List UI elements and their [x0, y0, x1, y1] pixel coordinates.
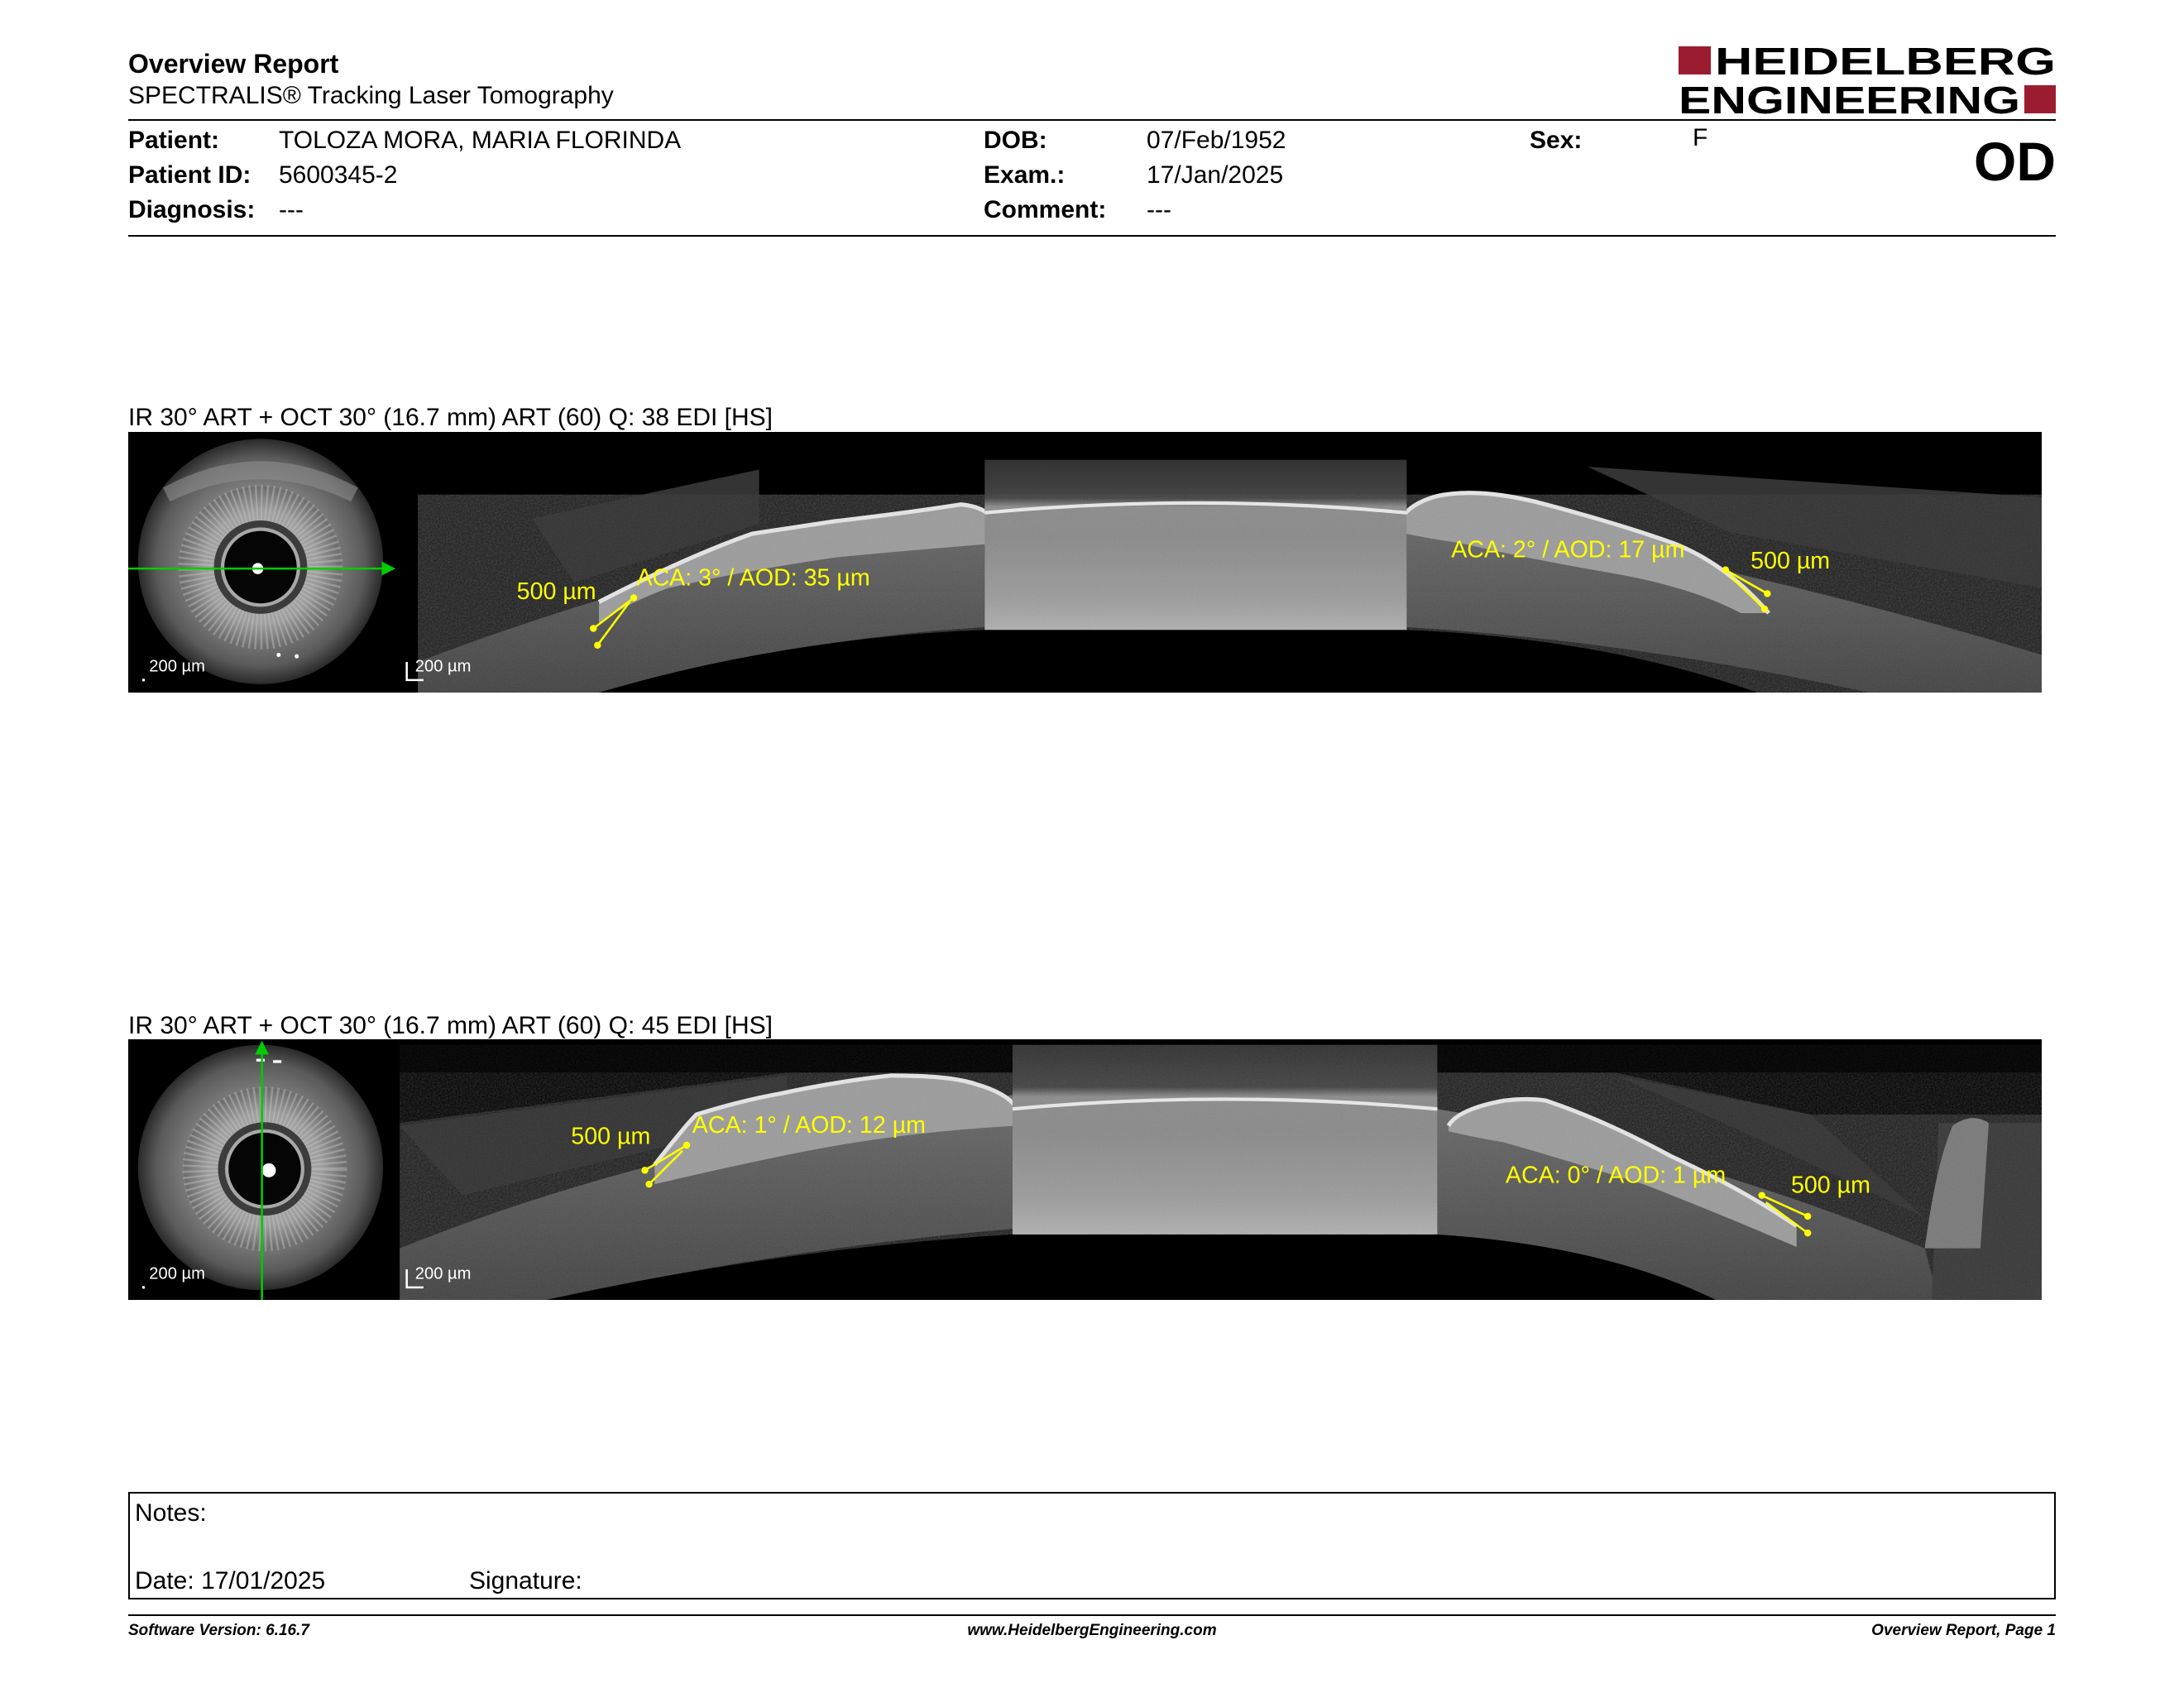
- measure-point: [683, 1142, 690, 1149]
- heidelberg-logo: [1679, 41, 2056, 117]
- scan-1-right-measurement: ACA: 2° / AOD: 17 µm: [1451, 536, 1685, 563]
- diagnosis-value: ---: [279, 196, 304, 223]
- scan-2-ir-fundus-image: [138, 1045, 383, 1290]
- scan-2-image: [128, 1039, 2042, 1300]
- logo-line-2: ENGINEERING: [1679, 79, 2020, 117]
- ir-spot: [295, 655, 299, 659]
- measure-point: [1722, 567, 1729, 573]
- measure-point: [594, 642, 601, 649]
- scan-1-left-measurement: ACA: 3° / AOD: 35 µm: [636, 564, 870, 592]
- ir-scale-dot: [142, 679, 145, 681]
- page-indicator: Overview Report, Page 1: [1871, 1622, 2056, 1639]
- scan-1-ir-fundus-image: [138, 439, 383, 683]
- report-subtitle: SPECTRALIS® Tracking Laser Tomography: [128, 82, 614, 109]
- scan-2-right-measurement: ACA: 0° / AOD: 1 µm: [1505, 1162, 1727, 1189]
- measure-point: [645, 1181, 652, 1187]
- exam-value: 17/Jan/2025: [1147, 161, 1284, 189]
- logo-square-bottom: [2024, 85, 2056, 113]
- scan-1-caption: IR 30° ART + OCT 30° (16.7 mm) ART (60) Q: 38 EDI [HS]: [128, 404, 774, 431]
- patient-rule: [128, 235, 2056, 237]
- signature-label: Signature:: [469, 1567, 582, 1594]
- scan-1-image: [128, 432, 2042, 693]
- comment-value: ---: [1147, 196, 1171, 223]
- software-version: Software Version: 6.16.7: [128, 1622, 309, 1639]
- date-value: 17/01/2025: [201, 1567, 326, 1594]
- comment-label: Comment:: [984, 196, 1107, 223]
- patient-id-value: 5600345-2: [279, 161, 398, 189]
- patient-id-label: Patient ID:: [128, 161, 251, 189]
- patient-label: Patient:: [128, 127, 220, 154]
- ir-spot: [256, 1059, 265, 1062]
- ir-spot: [276, 653, 280, 657]
- scan-2-oct-bscan: [128, 1039, 2042, 1300]
- logo-square-top: [1679, 46, 1711, 74]
- scan-2-left-measurement: ACA: 1° / AOD: 12 µm: [692, 1111, 927, 1139]
- measure-point: [641, 1167, 648, 1173]
- measure-point: [1758, 1192, 1765, 1198]
- dob-label: DOB:: [984, 127, 1047, 154]
- report-title: Overview Report: [128, 49, 339, 79]
- scan-1-right-scale-label: 500 µm: [1751, 548, 1831, 575]
- measure-point: [1804, 1213, 1811, 1220]
- measure-point: [590, 625, 596, 631]
- scan-2-ir-scale: 200 µm: [149, 1264, 205, 1283]
- sex-label: Sex:: [1530, 127, 1583, 154]
- logo-line-1: HEIDELBERG: [1715, 41, 2056, 83]
- measure-point: [1804, 1230, 1811, 1236]
- exam-label: Exam.:: [984, 161, 1066, 189]
- sex-value: F: [1693, 124, 1708, 151]
- ir-scale-dot: [142, 1286, 145, 1288]
- footer-rule: [128, 1614, 2056, 1616]
- scan-2-right-scale-label: 500 µm: [1790, 1172, 1870, 1199]
- scan-2-oct-scale: 200 µm: [414, 1264, 472, 1283]
- eye-laterality: OD: [1974, 131, 2056, 192]
- date-line: [135, 1569, 325, 1594]
- measure-point: [1764, 590, 1770, 597]
- dob-value: 07/Feb/1952: [1147, 127, 1286, 154]
- measure-point: [1761, 606, 1768, 612]
- scan-2-left-scale-label: 500 µm: [571, 1123, 651, 1150]
- scan-1-oct-scale: 200 µm: [414, 657, 472, 676]
- notes-box: [128, 1492, 2056, 1599]
- scan-1-ir-scale: 200 µm: [149, 657, 205, 676]
- ir-spot: [273, 1060, 281, 1062]
- diagnosis-label: Diagnosis:: [128, 196, 256, 223]
- header-rule: [128, 119, 2056, 121]
- patient-name: TOLOZA MORA, MARIA FLORINDA: [279, 127, 682, 154]
- notes-label: Notes:: [135, 1499, 207, 1527]
- date-label: Date:: [135, 1567, 194, 1594]
- website-url: www.HeidelbergEngineering.com: [967, 1622, 1217, 1639]
- scan-1-left-scale-label: 500 µm: [516, 578, 596, 606]
- ir-corneal-reflex: [262, 1163, 276, 1177]
- measure-point: [630, 594, 637, 601]
- scan-2-caption: IR 30° ART + OCT 30° (16.7 mm) ART (60) Q: 45 EDI [HS]: [128, 1012, 774, 1039]
